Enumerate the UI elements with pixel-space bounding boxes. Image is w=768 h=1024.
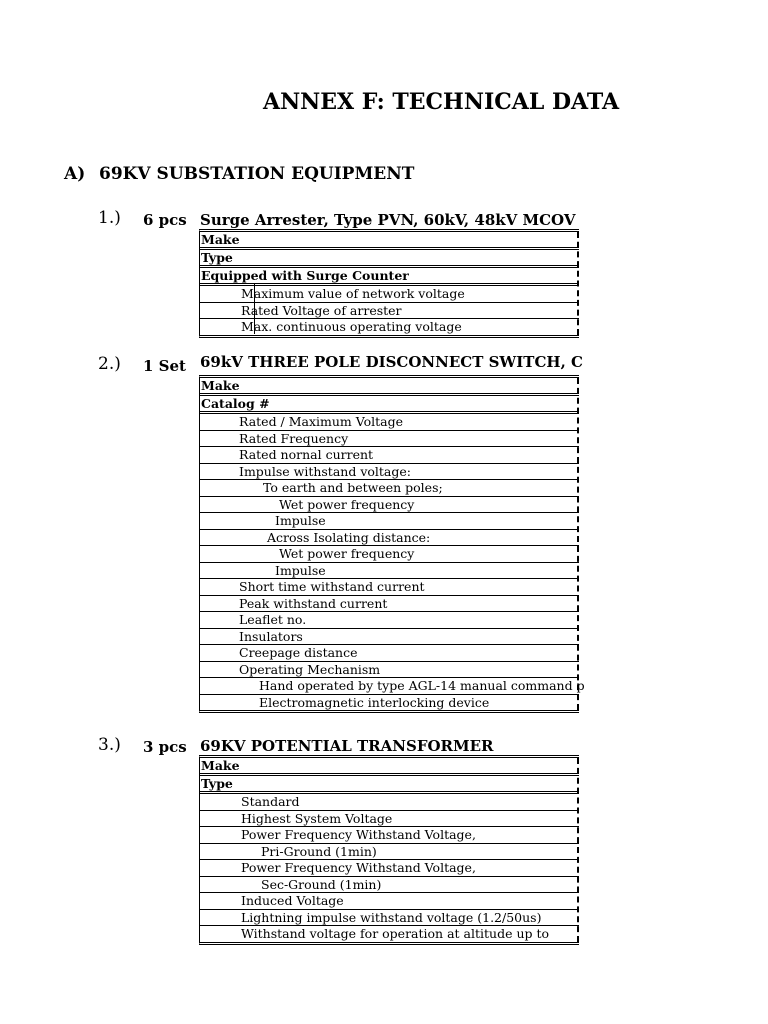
table-row (200, 268, 579, 286)
table-cell-label: Hand operated by type AGL-14 manual command p (259, 678, 585, 693)
table-row (200, 926, 579, 942)
table-row (200, 596, 579, 613)
table-cell-label: Lightning impulse withstand voltage (1.2/50us) (241, 909, 542, 925)
table-row (200, 232, 579, 250)
item-number: 1.) (98, 208, 121, 228)
item-quantity: 1 Set (143, 357, 186, 375)
table-cell-label: Wet power frequency (279, 496, 415, 512)
table-row (200, 695, 579, 711)
table-row (200, 678, 585, 695)
table-row (200, 480, 579, 497)
table-row (200, 811, 579, 828)
table-cell-label: Power Frequency Withstand Voltage, (241, 860, 476, 875)
table-row (200, 612, 579, 629)
item-title: Surge Arrester, Type PVN, 60kV, 48kV MCOV (200, 211, 576, 229)
item-number: 3.) (98, 735, 121, 755)
table-row (200, 396, 579, 414)
page-title: ANNEX F: TECHNICAL DATA (263, 89, 620, 115)
table-cell-label: Short time withstand current (239, 579, 425, 594)
table-cell-label: Equipped with Surge Counter (201, 268, 409, 283)
table-row (200, 776, 579, 794)
table-cell-label: Operating Mechanism (239, 661, 381, 677)
table-cell-label: Max. continuous operating voltage (241, 319, 462, 334)
spec-table-potential-transformer (199, 755, 579, 945)
spec-table-disconnect-switch (199, 375, 585, 713)
table-cell-label: Standard (241, 794, 300, 809)
table-cell-label: Rated Voltage of arrester (241, 302, 402, 318)
table-cell-label: Type (201, 250, 233, 265)
table-row (200, 546, 579, 563)
table-row (200, 877, 579, 894)
table-row (200, 860, 579, 877)
section-heading (64, 162, 414, 186)
table-cell-label: Impulse (275, 513, 326, 528)
table-row (200, 893, 579, 910)
table-cell-label: Peak withstand current (239, 595, 388, 611)
table-cell-label: Make (201, 232, 240, 247)
table-cell-label: Maximum value of network voltage (241, 286, 465, 301)
item-title: 69kV THREE POLE DISCONNECT SWITCH, C (200, 353, 583, 371)
table-row (200, 286, 579, 303)
table-row (200, 629, 579, 646)
table-row (200, 414, 579, 431)
table-row (200, 827, 579, 844)
table-row (200, 497, 579, 514)
table-cell-label: To earth and between poles; (263, 480, 443, 495)
table-cell-label: Across Isolating distance: (267, 529, 431, 545)
table-row (200, 250, 579, 268)
table-row (200, 563, 579, 580)
table-cell-label: Rated Frequency (239, 430, 349, 446)
table-row (200, 303, 579, 320)
table-row (200, 378, 579, 396)
section-letter: A) (64, 164, 86, 184)
table-cell-label: Type (201, 776, 233, 791)
table-cell-label: Highest System Voltage (241, 810, 393, 826)
table-cell-label: Pri-Ground (1min) (261, 843, 377, 859)
table-row (200, 844, 579, 861)
table-cell-label: Impulse (275, 562, 326, 578)
section-label: 69KV SUBSTATION EQUIPMENT (99, 164, 415, 184)
table-cell-label: Creepage distance (239, 645, 358, 660)
table-cell-label: Make (201, 378, 240, 393)
table-cell-label: Rated nornal current (239, 447, 374, 462)
table-row (200, 447, 579, 464)
table-row (200, 794, 579, 811)
item-quantity: 3 pcs (143, 738, 187, 756)
table-cell-label: Catalog # (201, 396, 270, 411)
table-cell-label: Electromagnetic interlocking device (259, 694, 490, 710)
table-row (200, 579, 579, 596)
table-row (200, 758, 579, 776)
table-cell-label: Induced Voltage (241, 893, 344, 908)
spec-table-surge-arrester (199, 229, 579, 338)
table-cell-label: Impulse withstand voltage: (239, 463, 411, 479)
table-cell-label: Leaflet no. (239, 612, 307, 627)
table-cell-label: Rated / Maximum Voltage (239, 414, 404, 429)
table-cell-label: Make (201, 758, 240, 773)
table-row (200, 431, 579, 448)
table-row (200, 319, 579, 335)
item-title: 69KV POTENTIAL TRANSFORMER (200, 737, 494, 755)
table-row (200, 464, 579, 481)
table-row (200, 530, 579, 547)
item-quantity: 6 pcs (143, 211, 187, 229)
table-row (200, 910, 579, 927)
table-row (200, 513, 579, 530)
table-row (200, 645, 579, 662)
table-divider (254, 284, 255, 334)
table-cell-label: Insulators (239, 628, 303, 644)
table-row (200, 662, 579, 679)
item-number: 2.) (98, 354, 121, 374)
table-cell-label: Power Frequency Withstand Voltage, (241, 827, 476, 842)
table-cell-label: Withstand voltage for operation at altitude up to (241, 926, 550, 941)
table-cell-label: Wet power frequency (279, 546, 415, 561)
table-cell-label: Sec-Ground (1min) (261, 876, 382, 892)
